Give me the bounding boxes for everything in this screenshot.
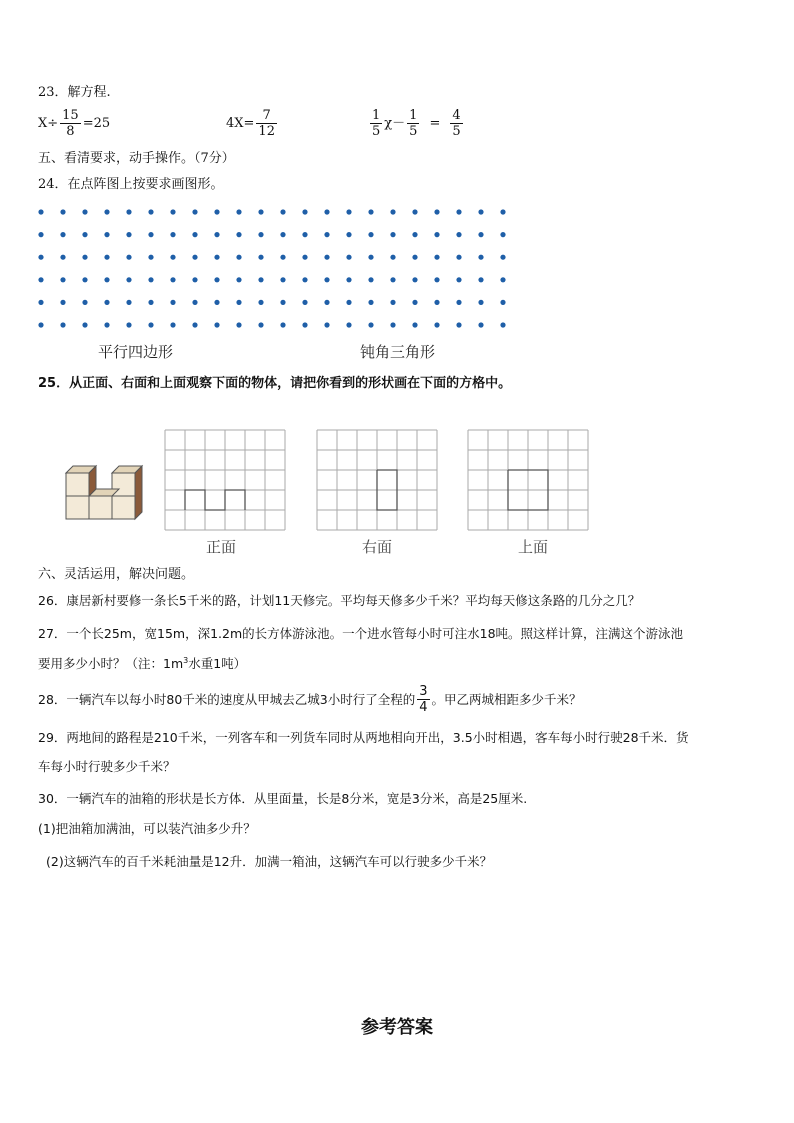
- eq1-denominator: 8: [66, 124, 75, 139]
- grid-dot[interactable]: [38, 209, 43, 214]
- cubic-superscript: 3: [183, 655, 189, 665]
- grid-dot[interactable]: [412, 209, 417, 214]
- grid-dot[interactable]: [60, 255, 65, 260]
- grid-dot[interactable]: [170, 300, 175, 305]
- grid-dot[interactable]: [148, 277, 153, 282]
- grid-dot[interactable]: [478, 255, 483, 260]
- grid-dot[interactable]: [38, 300, 43, 305]
- grid-dot[interactable]: [104, 300, 109, 305]
- grid-dot[interactable]: [500, 255, 505, 260]
- grid-dot[interactable]: [170, 232, 175, 237]
- grid-dot[interactable]: [346, 277, 351, 282]
- grid-dot[interactable]: [236, 232, 241, 237]
- grid-dot[interactable]: [456, 300, 461, 305]
- grid-dot[interactable]: [434, 209, 439, 214]
- grid-dot[interactable]: [236, 300, 241, 305]
- grid-dot[interactable]: [368, 322, 373, 327]
- grid-dot[interactable]: [258, 255, 263, 260]
- grid-dot[interactable]: [60, 232, 65, 237]
- caption-obtuse-triangle: 钝角三角形: [360, 343, 436, 361]
- grid-dot[interactable]: [104, 322, 109, 327]
- grid-dot[interactable]: [258, 209, 263, 214]
- grid-dot[interactable]: [126, 209, 131, 214]
- grid-dot[interactable]: [346, 322, 351, 327]
- right-view-grid[interactable]: [316, 429, 440, 531]
- answer-key-title: 参考答案: [361, 1017, 433, 1038]
- grid-dot[interactable]: [390, 255, 395, 260]
- grid-dot[interactable]: [324, 209, 329, 214]
- q24-title: 24．在点阵图上按要求画图形。: [38, 177, 224, 192]
- grid-dot[interactable]: [38, 277, 43, 282]
- grid-dot[interactable]: [82, 209, 87, 214]
- grid-dot[interactable]: [478, 277, 483, 282]
- label-right-view: 右面: [362, 538, 393, 556]
- grid-dot[interactable]: [214, 232, 219, 237]
- q23-title: 23．解方程.: [38, 85, 111, 100]
- grid-dot[interactable]: [214, 255, 219, 260]
- grid-dot[interactable]: [280, 255, 285, 260]
- grid-dot[interactable]: [126, 232, 131, 237]
- grid-dot[interactable]: [456, 209, 461, 214]
- grid-dot[interactable]: [214, 322, 219, 327]
- q28-fraction: [417, 684, 429, 715]
- grid-dot[interactable]: [412, 255, 417, 260]
- eq3-variable: χ－: [384, 115, 406, 131]
- grid-dot[interactable]: [280, 232, 285, 237]
- grid-dot[interactable]: [346, 232, 351, 237]
- equation-3: [368, 108, 465, 139]
- q28-prefix: 28．一辆汽车以每小时80千米的速度从甲城去乙城3小时行了全程的: [38, 691, 416, 707]
- grid-dot[interactable]: [412, 232, 417, 237]
- grid-dot[interactable]: [126, 300, 131, 305]
- grid-dot[interactable]: [390, 300, 395, 305]
- grid-dot[interactable]: [236, 322, 241, 327]
- eq2-denominator: 12: [258, 124, 275, 139]
- eq3-fraction-2: [407, 108, 419, 139]
- grid-dot[interactable]: [192, 209, 197, 214]
- grid-dot[interactable]: [60, 300, 65, 305]
- grid-dot[interactable]: [324, 277, 329, 282]
- grid-dot[interactable]: [500, 209, 505, 214]
- dot-grid[interactable]: [34, 206, 514, 330]
- q27-line-2: [38, 655, 246, 673]
- grid-dot[interactable]: [60, 277, 65, 282]
- grid-dot[interactable]: [368, 300, 373, 305]
- grid-dot[interactable]: [60, 209, 65, 214]
- grid-dot[interactable]: [324, 255, 329, 260]
- grid-dot[interactable]: [346, 300, 351, 305]
- grid-dot[interactable]: [60, 322, 65, 327]
- grid-dot[interactable]: [148, 322, 153, 327]
- grid-dot[interactable]: [148, 255, 153, 260]
- eq2-numerator: 7: [256, 108, 277, 124]
- grid-dot[interactable]: [38, 322, 43, 327]
- grid-dot[interactable]: [258, 232, 263, 237]
- grid-dot[interactable]: [214, 209, 219, 214]
- grid-dot[interactable]: [192, 255, 197, 260]
- grid-dot[interactable]: [148, 300, 153, 305]
- eq3-numerator-2: 1: [409, 108, 418, 123]
- grid-dot[interactable]: [192, 300, 197, 305]
- top-view-grid[interactable]: [467, 429, 591, 531]
- grid-dot[interactable]: [82, 277, 87, 282]
- section-5-heading: 五、看清要求，动手操作。（7分）: [38, 151, 235, 166]
- q27-line-1: 27．一个长25m，宽15m，深1.2m的长方体游泳池。一个进水管每小时可注水18吨。照这样计算，注满这个游泳池: [38, 626, 684, 641]
- grid-dot[interactable]: [104, 209, 109, 214]
- grid-dot[interactable]: [192, 232, 197, 237]
- grid-dot[interactable]: [456, 322, 461, 327]
- grid-dot[interactable]: [280, 322, 285, 327]
- grid-dot[interactable]: [412, 277, 417, 282]
- grid-dot[interactable]: [412, 300, 417, 305]
- grid-dot[interactable]: [390, 232, 395, 237]
- q27-line-2a: 要用多少小时？（注：1m: [38, 656, 184, 671]
- grid-dot[interactable]: [82, 300, 87, 305]
- q28-text: [38, 684, 582, 715]
- grid-dot[interactable]: [280, 209, 285, 214]
- grid-dot[interactable]: [104, 232, 109, 237]
- grid-dot[interactable]: [412, 322, 417, 327]
- grid-dot[interactable]: [38, 232, 43, 237]
- grid-dot[interactable]: [368, 209, 373, 214]
- grid-dot[interactable]: [302, 209, 307, 214]
- eq3-fraction-1: [370, 108, 382, 139]
- grid-dot[interactable]: [236, 209, 241, 214]
- grid-dot[interactable]: [104, 255, 109, 260]
- q28-suffix: 。甲乙两城相距多少千米？: [431, 691, 582, 707]
- eq1-suffix: =25: [82, 115, 111, 131]
- eq3-numerator-1: 1: [372, 108, 381, 123]
- grid-dot[interactable]: [148, 232, 153, 237]
- caption-parallelogram: 平行四边形: [98, 343, 174, 361]
- grid-dot[interactable]: [434, 255, 439, 260]
- grid-dot[interactable]: [456, 232, 461, 237]
- grid-dot[interactable]: [478, 322, 483, 327]
- grid-dot[interactable]: [170, 255, 175, 260]
- grid-dot[interactable]: [368, 255, 373, 260]
- grid-dot[interactable]: [38, 255, 43, 260]
- grid-dot[interactable]: [302, 322, 307, 327]
- section-6-heading: 六、灵活运用，解决问题。: [38, 567, 195, 582]
- grid-dot[interactable]: [302, 300, 307, 305]
- grid-dot[interactable]: [258, 322, 263, 327]
- grid-dot[interactable]: [258, 300, 263, 305]
- q27-line-2b: 水重1吨）: [188, 656, 247, 671]
- eq1-prefix: X÷: [38, 115, 59, 131]
- label-front-view: 正面: [206, 538, 237, 556]
- grid-dot[interactable]: [280, 277, 285, 282]
- grid-dot[interactable]: [456, 277, 461, 282]
- eq3-denominator-3: 5: [452, 124, 461, 139]
- grid-dot[interactable]: [192, 322, 197, 327]
- grid-dot[interactable]: [390, 209, 395, 214]
- grid-dot[interactable]: [82, 232, 87, 237]
- eq1-numerator: 15: [62, 108, 79, 123]
- grid-dot[interactable]: [434, 232, 439, 237]
- grid-dot[interactable]: [500, 300, 505, 305]
- eq1-fraction: [60, 108, 81, 139]
- grid-dot[interactable]: [456, 255, 461, 260]
- q26-text: 26．康居新村要修一条长5千米的路，计划11天修完。平均每天修多少千米？平均每天修这条路的几分之几？: [38, 593, 641, 608]
- grid-dot[interactable]: [236, 255, 241, 260]
- grid-dot[interactable]: [258, 277, 263, 282]
- equation-1: [38, 108, 110, 139]
- q30-part-1: (1)把油箱加满油，可以装汽油多少升？: [38, 821, 256, 836]
- grid-dot[interactable]: [368, 232, 373, 237]
- eq2-prefix: 4X=: [226, 115, 255, 131]
- grid-dot[interactable]: [126, 322, 131, 327]
- grid-dot[interactable]: [346, 255, 351, 260]
- grid-dot[interactable]: [280, 300, 285, 305]
- grid-dot[interactable]: [500, 322, 505, 327]
- grid-dot[interactable]: [170, 277, 175, 282]
- grid-dot[interactable]: [368, 277, 373, 282]
- grid-dot[interactable]: [478, 300, 483, 305]
- grid-dot[interactable]: [104, 277, 109, 282]
- grid-dot[interactable]: [434, 277, 439, 282]
- grid-dot[interactable]: [148, 209, 153, 214]
- grid-dot[interactable]: [302, 232, 307, 237]
- grid-dot[interactable]: [214, 277, 219, 282]
- q28-denominator: 4: [419, 700, 428, 715]
- grid-dot[interactable]: [390, 277, 395, 282]
- cube-object-figure: [60, 460, 150, 524]
- grid-dot[interactable]: [82, 322, 87, 327]
- q29-line-1: 29．两地间的路程是210千米，一列客车和一列货车同时从两地相向开出，3.5小时相遇，客车每小时行驶28千米．货: [38, 730, 689, 745]
- label-top-view: 上面: [518, 538, 549, 556]
- grid-dot[interactable]: [390, 322, 395, 327]
- grid-dot[interactable]: [478, 232, 483, 237]
- q30-part-2: (2)这辆汽车的百千米耗油量是12升．加满一箱油，这辆汽车可以行驶多少千米？: [46, 854, 493, 869]
- grid-dot[interactable]: [126, 277, 131, 282]
- grid-dot[interactable]: [192, 277, 197, 282]
- grid-dot[interactable]: [324, 322, 329, 327]
- q28-numerator: 3: [419, 684, 428, 699]
- front-view-grid[interactable]: [164, 429, 288, 531]
- grid-dot[interactable]: [82, 255, 87, 260]
- grid-dot[interactable]: [170, 322, 175, 327]
- eq3-numerator-3: 4: [452, 108, 461, 123]
- grid-dot[interactable]: [126, 255, 131, 260]
- eq3-fraction-3: [450, 108, 462, 139]
- eq2-fraction: [256, 108, 277, 139]
- grid-dot[interactable]: [500, 232, 505, 237]
- grid-dot[interactable]: [302, 255, 307, 260]
- q30-title: 30．一辆汽车的油箱的形状是长方体．从里面量，长是8分米，宽是3分米，高是25厘米.: [38, 791, 528, 806]
- equation-2: [226, 108, 279, 139]
- grid-dot[interactable]: [478, 209, 483, 214]
- grid-dot[interactable]: [324, 300, 329, 305]
- grid-guide-line: [185, 490, 245, 510]
- q25-title: 25．从正面、右面和上面观察下面的物体，请把你看到的形状画在下面的方格中。: [38, 376, 512, 391]
- grid-dot[interactable]: [346, 209, 351, 214]
- eq3-equals: =: [429, 115, 441, 131]
- eq3-denominator-2: 5: [409, 124, 418, 139]
- grid-dot[interactable]: [500, 277, 505, 282]
- grid-dot[interactable]: [236, 277, 241, 282]
- grid-dot[interactable]: [324, 232, 329, 237]
- grid-dot[interactable]: [302, 277, 307, 282]
- q29-line-2: 车每小时行驶多少千米？: [38, 759, 176, 774]
- grid-dot[interactable]: [170, 209, 175, 214]
- grid-dot[interactable]: [434, 300, 439, 305]
- grid-dot[interactable]: [434, 322, 439, 327]
- eq3-denominator-1: 5: [372, 124, 381, 139]
- grid-dot[interactable]: [214, 300, 219, 305]
